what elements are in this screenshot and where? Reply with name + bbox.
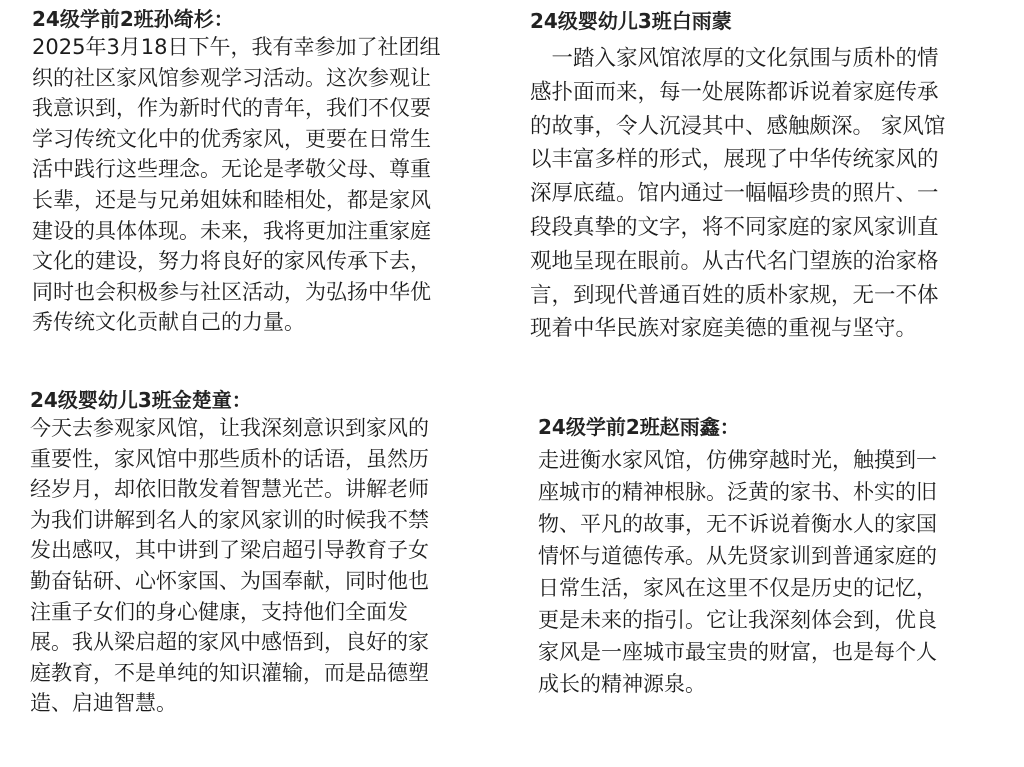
reflection-jin-chutong: [30, 387, 480, 719]
text-line: 的故事，令人沉浸其中、感触颇深。 家风馆: [530, 113, 946, 139]
text-line: 感扑面而来，每一处展陈都诉说着家庭传承: [530, 79, 939, 105]
text-line: 一踏入家风馆浓厚的文化氛围与质朴的情: [530, 46, 939, 71]
text-line: 为我们讲解到名人的家风家训的时候我不禁: [30, 507, 429, 532]
text-line: 情怀与道德传承。从先贤家训到普通家庭的: [538, 544, 937, 568]
text-line: 重要性，家风馆中那些质朴的话语，虽然历: [30, 446, 429, 471]
text-line: 物、平凡的故事，无不诉说着衡水人的家国: [538, 512, 937, 536]
text-line: 我意识到，作为新时代的青年，我们不仅要: [32, 96, 431, 121]
text-line: 观地呈现在眼前。从古代名门望族的治家格: [530, 248, 939, 274]
text-line: 织的社区家风馆参观学习活动。这次参观让: [32, 65, 431, 90]
text-line: 注重子女们的身心健康，支持他们全面发: [30, 599, 408, 624]
text-line: 造、启迪智慧。: [30, 691, 177, 716]
reflection-zhao-yuxin: [538, 414, 1008, 700]
text-line: 家风是一座城市最宝贵的财富，也是每个人: [538, 640, 937, 664]
text-line: 建设的具体体现。未来，我将更加注重家庭: [32, 218, 431, 243]
reflection-heading: 24级学前2班赵雨鑫：: [538, 415, 740, 439]
text-line: 以丰富多样的形式，展现了中华传统家风的: [530, 147, 939, 173]
text-line: 现着中华民族对家庭美德的重视与坚守。: [530, 316, 918, 342]
text-line: 活中践行这些理念。无论是孝敬父母、尊重: [32, 157, 431, 182]
text-line: 成长的精神源泉。: [538, 672, 706, 696]
reflection-heading: 24级婴幼儿3班白雨蒙: [530, 9, 732, 33]
text-line: 2025年3月18日下午，我有幸参加了社团组: [32, 35, 441, 59]
text-line: 走进衡水家风馆，仿佛穿越时光，触摸到一: [538, 448, 937, 472]
text-line: 学习传统文化中的优秀家风，更要在日常生: [32, 126, 431, 151]
text-line: 座城市的精神根脉。泛黄的家书、朴实的旧: [538, 480, 937, 504]
text-line: 更是未来的指引。它让我深刻体会到，优良: [538, 608, 937, 632]
text-line: 言，到现代普通百姓的质朴家规，无一不体: [530, 282, 939, 308]
text-line: 秀传统文化贡献自己的力量。: [32, 310, 305, 335]
text-line: 经岁月，却依旧散发着智慧光芒。讲解老师: [30, 477, 429, 502]
text-line: 深厚底蕴。馆内通过一幅幅珍贵的照片、一: [530, 181, 939, 207]
text-line: 长辈，还是与兄弟姐妹和睦相处，都是家风: [32, 187, 431, 212]
text-line: 展。我从梁启超的家风中感悟到，良好的家: [30, 630, 429, 655]
reflection-heading: 24级学前2班孙绮杉：: [32, 7, 234, 31]
reflection-sun-qishan: [32, 6, 482, 338]
text-line: 日常生活，家风在这里不仅是历史的记忆，: [538, 576, 937, 600]
reflection-heading: 24级婴幼儿3班金楚童：: [30, 388, 252, 412]
text-line: 今天去参观家风馆，让我深刻意识到家风的: [30, 416, 429, 440]
reflection-bai-yumeng: [530, 8, 1010, 346]
text-line: 勤奋钻研、心怀家国、为国奉献，同时他也: [30, 568, 429, 593]
text-line: 同时也会积极参与社区活动，为弘扬中华优: [32, 279, 431, 304]
text-line: 段段真挚的文字，将不同家庭的家风家训直: [530, 214, 939, 240]
text-line: 发出感叹，其中讲到了梁启超引导教育子女: [30, 538, 429, 563]
text-line: 文化的建设，努力将良好的家风传承下去，: [32, 249, 431, 274]
text-line: 庭教育，不是单纯的知识灌输，而是品德塑: [30, 660, 429, 685]
